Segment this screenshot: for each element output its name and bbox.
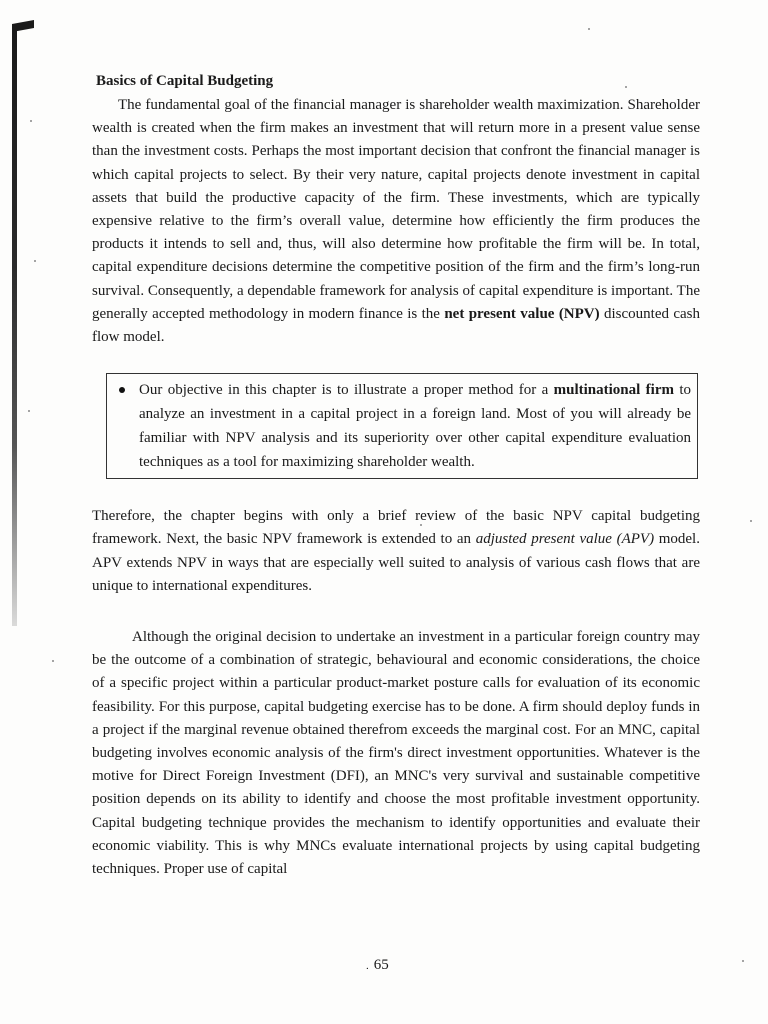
scan-speck — [52, 660, 54, 662]
binding-edge-mark — [12, 26, 17, 626]
scan-speck — [588, 28, 590, 30]
page-number-value: 65 — [373, 957, 389, 973]
npv-term: net present value (NPV) — [444, 305, 600, 322]
callout-text-end: to analyze an investment in a capital project in a foreign land. Most of you will already be familiar with NPV analysis and its superiority over other capital expenditure evaluation techniques as a tool for maximizing shareholder wealth. — [139, 382, 692, 471]
mnc-capital-budgeting-paragraph: Although the original decision to undertake an investment in a particular foreign country may be the outcome of a combination of strategic, behavioural and economic considerations, the choice of a specific project within a particular product-market posture calls for evaluation of its economic feasibility. For this purpose, capital budgeting exercise has to be done. A firm should deploy funds in a project if the marginal revenue obtained therefrom exceeds the marginal cost. For an MNC, capital budgeting involves economic analysis of the firm's direct investment opportunities. Whatever is the motive for Direct Foreign Investment (DFI), an MNC's very survival and sustainable competitive position depends on its ability to identify and choose the most profitable investment opportunity. Capital budgeting technique provides the mechanism to identify opportunities and evaluate their economic viability. This is why MNCs evaluate international projects by using capital budgeting techniques. Proper use of capital — [92, 629, 700, 878]
objective-callout-box — [106, 373, 698, 479]
apv-paragraph — [92, 505, 700, 598]
scan-speck — [742, 960, 744, 962]
apv-term: adjusted present value (APV) — [475, 531, 655, 548]
bullet-icon — [119, 387, 125, 393]
apv-text-start: Therefore, the chapter begins with only a brief review of the basic NPV capital budgeting framework. Next, the basic NPV framework is extended to an — [92, 508, 700, 548]
intro-text: The fundamental goal of the financial manager is shareholder wealth maximization. Shareholder wealth is created when the firm makes an investment that will return more in a present value sense than the investment costs. Perhaps the most important decision that confront the financial manager is which capital projects to select. By their very nature, capital projects denote investment in capital assets that build the productive capacity of the firm. These investments, which are typically expensive relative to the firm’s overall value, determine how efficiently the firm produces the products it intends to sell and, thus, will also determine how profitable the firm will be. In total, capital expenditure decisions determine the competitive position of the firm and the firm’s long-run survival. Consequently, a dependable framework for analysis of capital expenditure is important. The generally accepted methodology in modern finance is the — [92, 97, 700, 322]
callout-text-start: Our objective in this chapter is to illustrate a proper method for a — [139, 382, 554, 399]
intro-paragraph — [92, 94, 700, 349]
binding-corner-mark — [12, 20, 34, 32]
apv-text-end: model. APV extends NPV in ways that are especially well suited to analysis of various cash flows that are unique to international expenditures. — [92, 531, 700, 594]
scan-speck — [34, 260, 36, 262]
page-number — [366, 956, 389, 975]
scan-speck — [750, 520, 752, 522]
scan-speck — [28, 410, 30, 412]
callout-text — [139, 378, 691, 474]
multinational-firm-term: multinational firm — [553, 382, 674, 399]
document-body — [92, 70, 700, 881]
callout-bullet-item — [115, 378, 691, 474]
section-heading: Basics of Capital Budgeting — [96, 73, 274, 89]
page-number-dash: . — [366, 960, 369, 972]
intro-text-end: discounted cash flow model. — [92, 305, 701, 346]
scan-speck — [30, 120, 32, 122]
